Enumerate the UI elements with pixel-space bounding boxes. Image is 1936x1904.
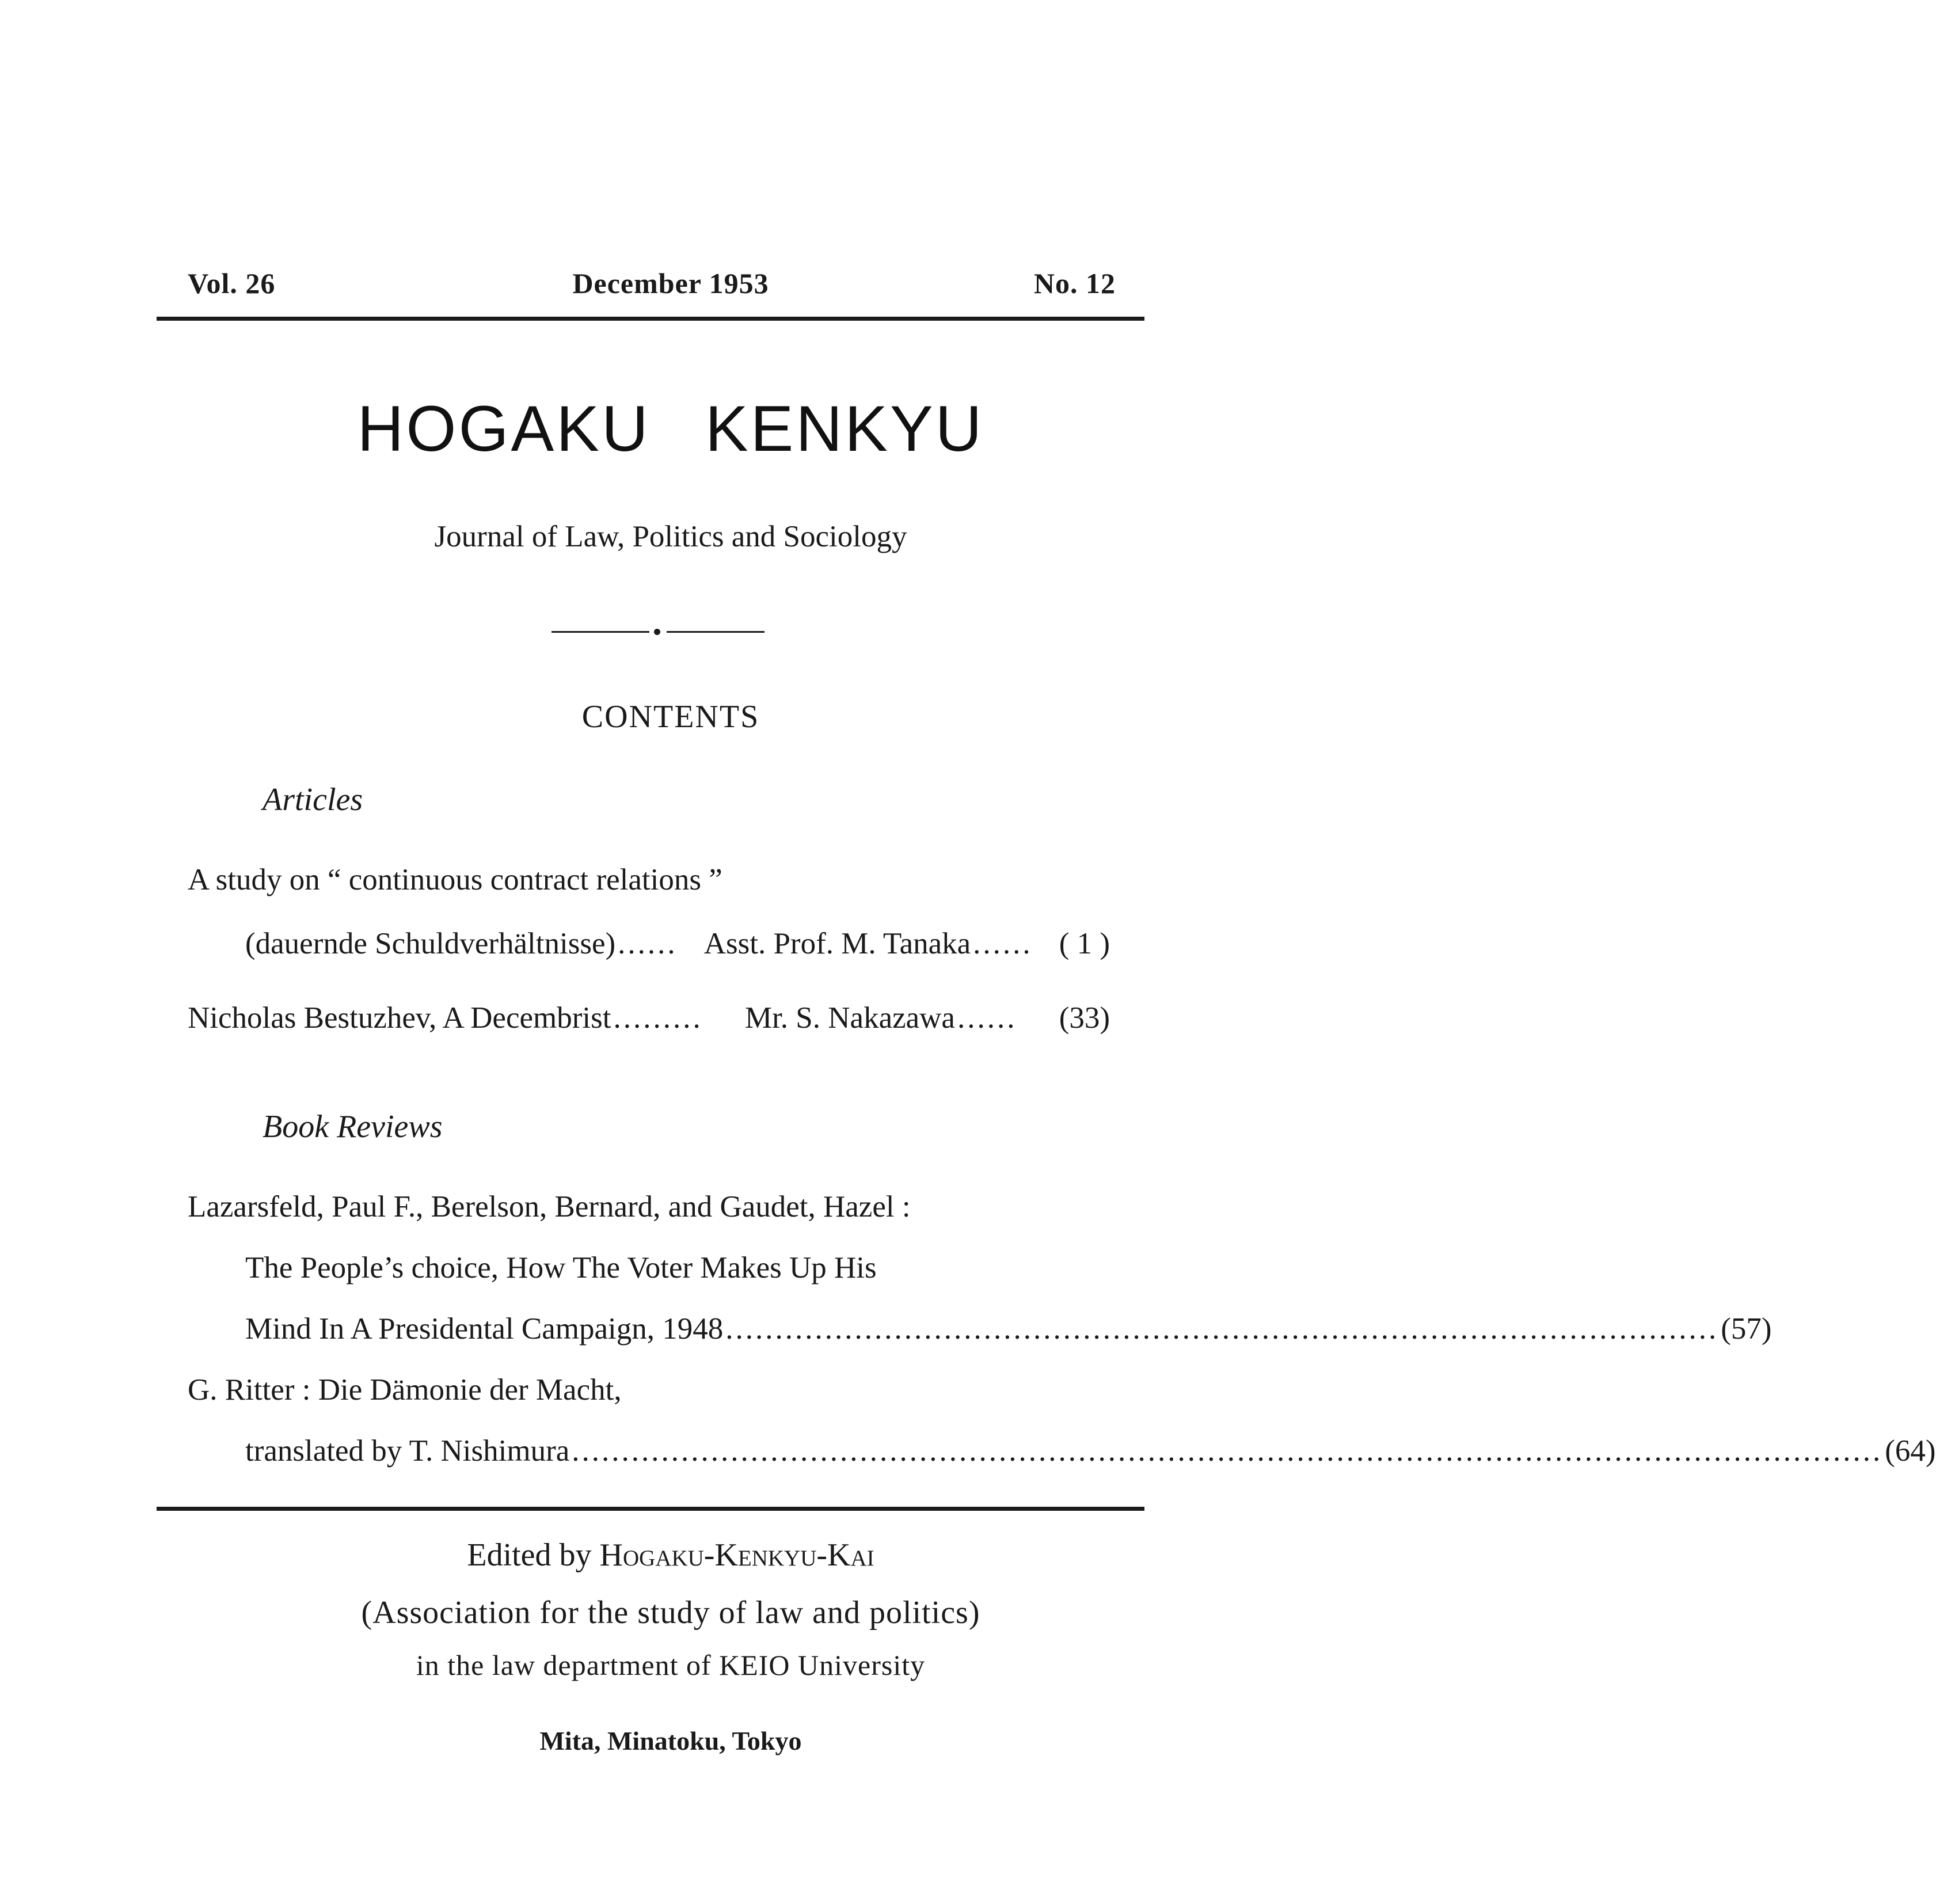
leader-dots: ...... xyxy=(957,1001,1017,1035)
department-line: in the law department of KEIO University xyxy=(416,1649,926,1681)
review-1-line2: The People’s choice, How The Voter Makes Up His xyxy=(245,1251,877,1284)
leader-dots: ......... xyxy=(613,1001,703,1035)
leader-dots: .................................................................................................... xyxy=(725,1312,1719,1346)
review-2-line1: G. Ritter : Die Dämonie der Macht, xyxy=(188,1373,622,1407)
publisher-name: Hogaku-Kenkyu-Kai xyxy=(599,1537,874,1573)
address-line: Mita, Minatoku, Tokyo xyxy=(539,1726,802,1755)
article-1-title: A study on “ continuous contract relations ” xyxy=(188,863,722,896)
articles-label: Articles xyxy=(263,782,363,818)
volume-label: Vol. 26 xyxy=(188,267,276,299)
review-1-line1: Lazarsfeld, Paul F., Berelson, Bernard, and Gaudet, Hazel : xyxy=(188,1190,911,1223)
edited-by-line xyxy=(0,1536,1341,1574)
edited-by-label: Edited by xyxy=(467,1537,592,1573)
article-2-page: (33) xyxy=(1059,1001,1110,1035)
book-reviews-label: Book Reviews xyxy=(263,1109,443,1145)
article-1-page: ( 1 ) xyxy=(1059,927,1110,960)
issue-number: No. 12 xyxy=(1033,267,1116,299)
review-2-line2: translated by T. Nishimura xyxy=(245,1434,570,1468)
header-rule xyxy=(157,317,1144,321)
review-2-page: (64) xyxy=(1885,1434,1936,1468)
review-1-page: (57) xyxy=(1721,1312,1772,1346)
leader-dots: .................................................................................................................................... xyxy=(572,1434,1883,1468)
ornament-divider xyxy=(551,626,764,638)
article-1-entry xyxy=(245,925,1110,962)
article-2-title: Nicholas Bestuzhev, A Decembrist xyxy=(188,1001,611,1035)
association-line: (Association for the study of law and politics) xyxy=(361,1595,980,1631)
issue-date: December 1953 xyxy=(572,267,769,299)
review-1-entry xyxy=(245,1310,1772,1347)
journal-subtitle: Journal of Law, Politics and Sociology xyxy=(434,520,907,553)
article-2-author: Mr. S. Nakazawa xyxy=(744,1001,955,1035)
leader-dots: ...... xyxy=(618,927,678,960)
contents-heading: CONTENTS xyxy=(581,699,760,735)
article-2-entry xyxy=(188,999,1110,1036)
leader-dots: ...... xyxy=(973,927,1033,960)
article-1-subtitle: (dauernde Schuldverhältnisse) xyxy=(245,927,616,960)
journal-title: HOGAKU KENKYU xyxy=(357,393,984,465)
footer-rule xyxy=(157,1507,1144,1511)
review-2-entry xyxy=(245,1432,1936,1469)
review-1-line3: Mind In A Presidental Campaign, 1948 xyxy=(245,1312,724,1346)
article-1-author: Asst. Prof. M. Tanaka xyxy=(703,927,971,960)
